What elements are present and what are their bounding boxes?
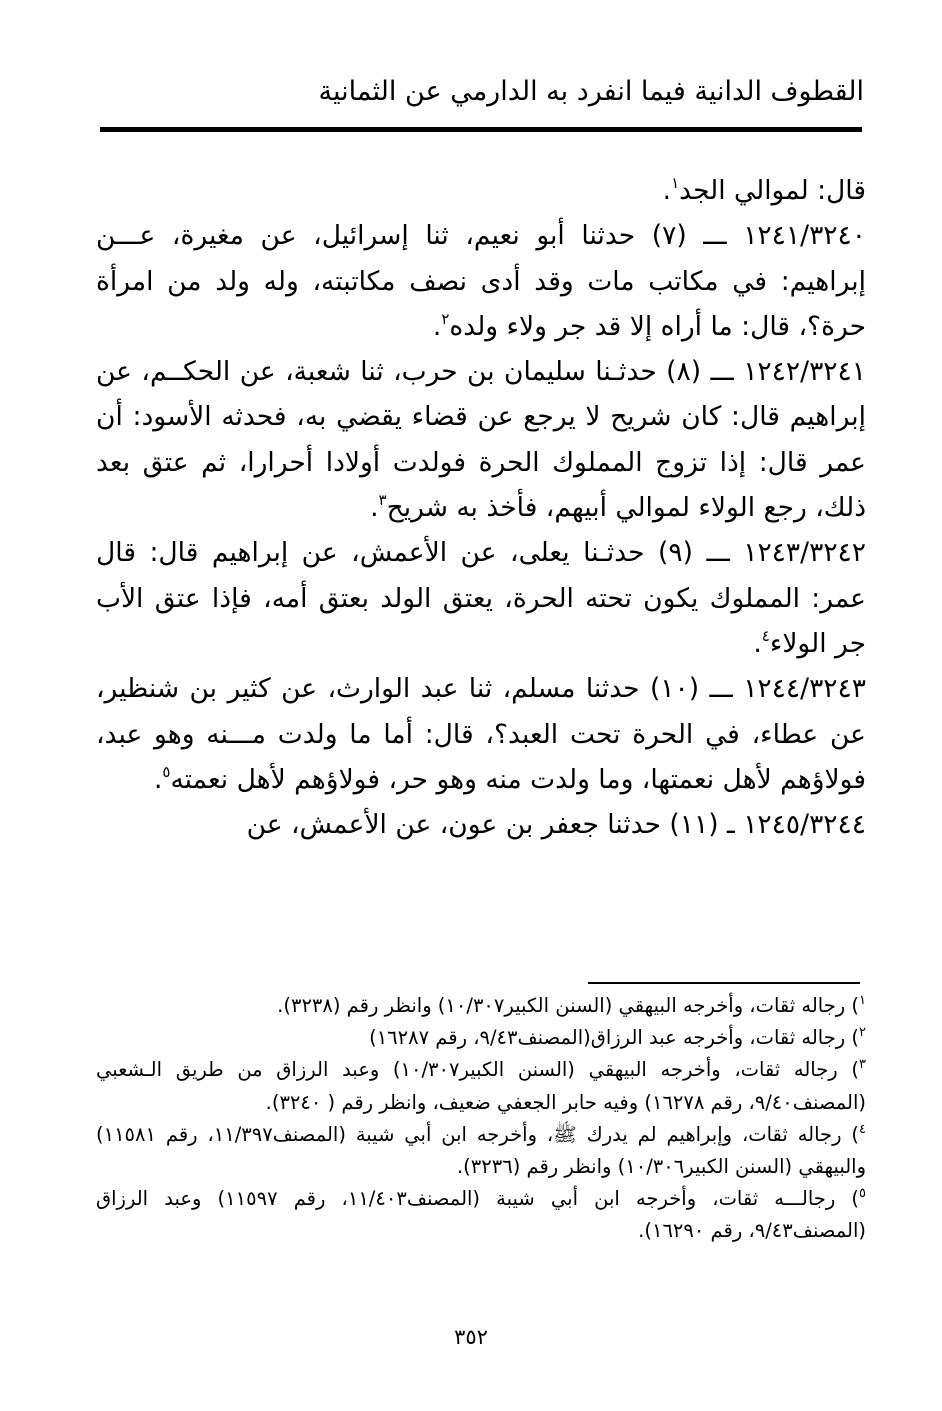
footnote: $^٣$) رجاله ثقات، وأخرجه البيهقي (السنن الكبير١٠/٣٠٧) وعبد الرزاق من طريق الـشعبي (المصنف٩/٤٠، رقم ١٦٢٧٨) وفيه حابر الجعفي ضعيف، وانظر رقم ( ٣٢٤٠). [96, 1057, 866, 1114]
hadith-paragraph: ١٢٤٤/٣٢٤٣ ـــ (١٠) حدثنا مسلم، ثنا عبد الوارث، عن كثير بن شنظير، عن عطاء، في الحرة تحت العبد؟، قال: أما ما ولدت مـــنه وهو عبد، فولاؤهم لأهل نعمتها، وما ولدت منه وهو حر، فولاؤهم لأهل نعمته$^٥$. [96, 673, 866, 795]
hadith-paragraph: ١٢٤١/٣٢٤٠ ـــ (٧) حدثنا أبو نعيم، ثنا إسرائيل، عن مغيرة، عـــن إبراهيم: في مكاتب مات وقد أدى نصف مكاتبته، وله ولد من امرأة حرة؟، قال: ما أراه إلا قد جر ولاء ولده$^٢$. [96, 220, 866, 342]
footnote-number: ٢ [859, 1025, 866, 1041]
footnote: $^١$) رجاله ثقات، وأخرجه البيهقي (السنن الكبير١٠/٣٠٧) وانظر رقم (٣٢٣٨). [277, 993, 866, 1017]
footnote-number: ٥ [859, 1186, 866, 1202]
footnote: $^٢$) رجاله ثقات، وأخرجه عبد الرزاق(المصنف٩/٤٣، رقم ١٦٢٨٧) [369, 1025, 866, 1050]
footnote-number: ١ [859, 993, 866, 1008]
footnotes [96, 990, 866, 1248]
hadith-paragraph: ١٢٤٥/٣٢٤٤ ـ (١١) حدثنا جعفر بن عون، عن الأعمش، عن [246, 809, 866, 841]
footnote: $^٤$) رجاله ثقات، وإبراهيم لم يدرك ﷺ، وأخرجه ابن أبي شيبة (المصنف١١/٣٩٧، رقم ١١٥٨١) والبيهقي (السنن الكبير١٠/٣٠٦) وانظر رقم (٣٢٣٦). [96, 1121, 866, 1179]
footnote-number: ٤ [859, 1121, 866, 1137]
footnote-reference: ٢ [441, 309, 450, 328]
footnote: $^٥$) رجالـــه ثقات، وأخرجه ابن أبي شيبة (المصنف١١/٤٠٣، رقم ١١٥٩٧) وعبد الرزاق (المصنف٩/٤٣، رقم ١٦٢٩٠). [96, 1186, 866, 1243]
main-text [96, 168, 866, 847]
running-header: القطوف الدانية فيما انفرد به الدارمي عن الثمانية [318, 76, 864, 107]
footnote-reference: ٣ [378, 491, 387, 510]
hadith-paragraph: ١٢٤٣/٣٢٤٢ ـــ (٩) حدثـنا يعلى، عن الأعمش، عن إبراهيم قال: قال عمر: المملوك يكون تحته الحرة، يعتق الولد بعتق أمه، فإذا عتق الأب جر الولاء$^٤$. [96, 537, 867, 659]
hadith-paragraph: ١٢٤٢/٣٢٤١ ـــ (٨) حدثـنا سليمان بن حرب، ثنا شعبة، عن الحكــم، عن إبراهيم قال: كان شريح لا يرجع عن قضاء يقضي به، فحدثه الأسود: أن عمر قال: إذا تزوج المملوك الحرة فولدت أولادا أحرارا، ثم عتق بعد ذلك، رجع الولاء لموالي أبيهم، فأخذ به شريح$^٣$. [96, 356, 866, 524]
page-number: ٣٥٢ [454, 1325, 488, 1349]
hadith-paragraph: قال: لموالي الجد$^١$. [662, 174, 866, 206]
footnote-number: ٣ [859, 1057, 866, 1073]
header-rule [100, 127, 862, 132]
footnote-reference: ١ [671, 174, 680, 192]
footnote-reference: ٤ [761, 626, 770, 645]
footnote-reference: ٥ [162, 762, 171, 781]
footnote-rule [588, 982, 860, 984]
